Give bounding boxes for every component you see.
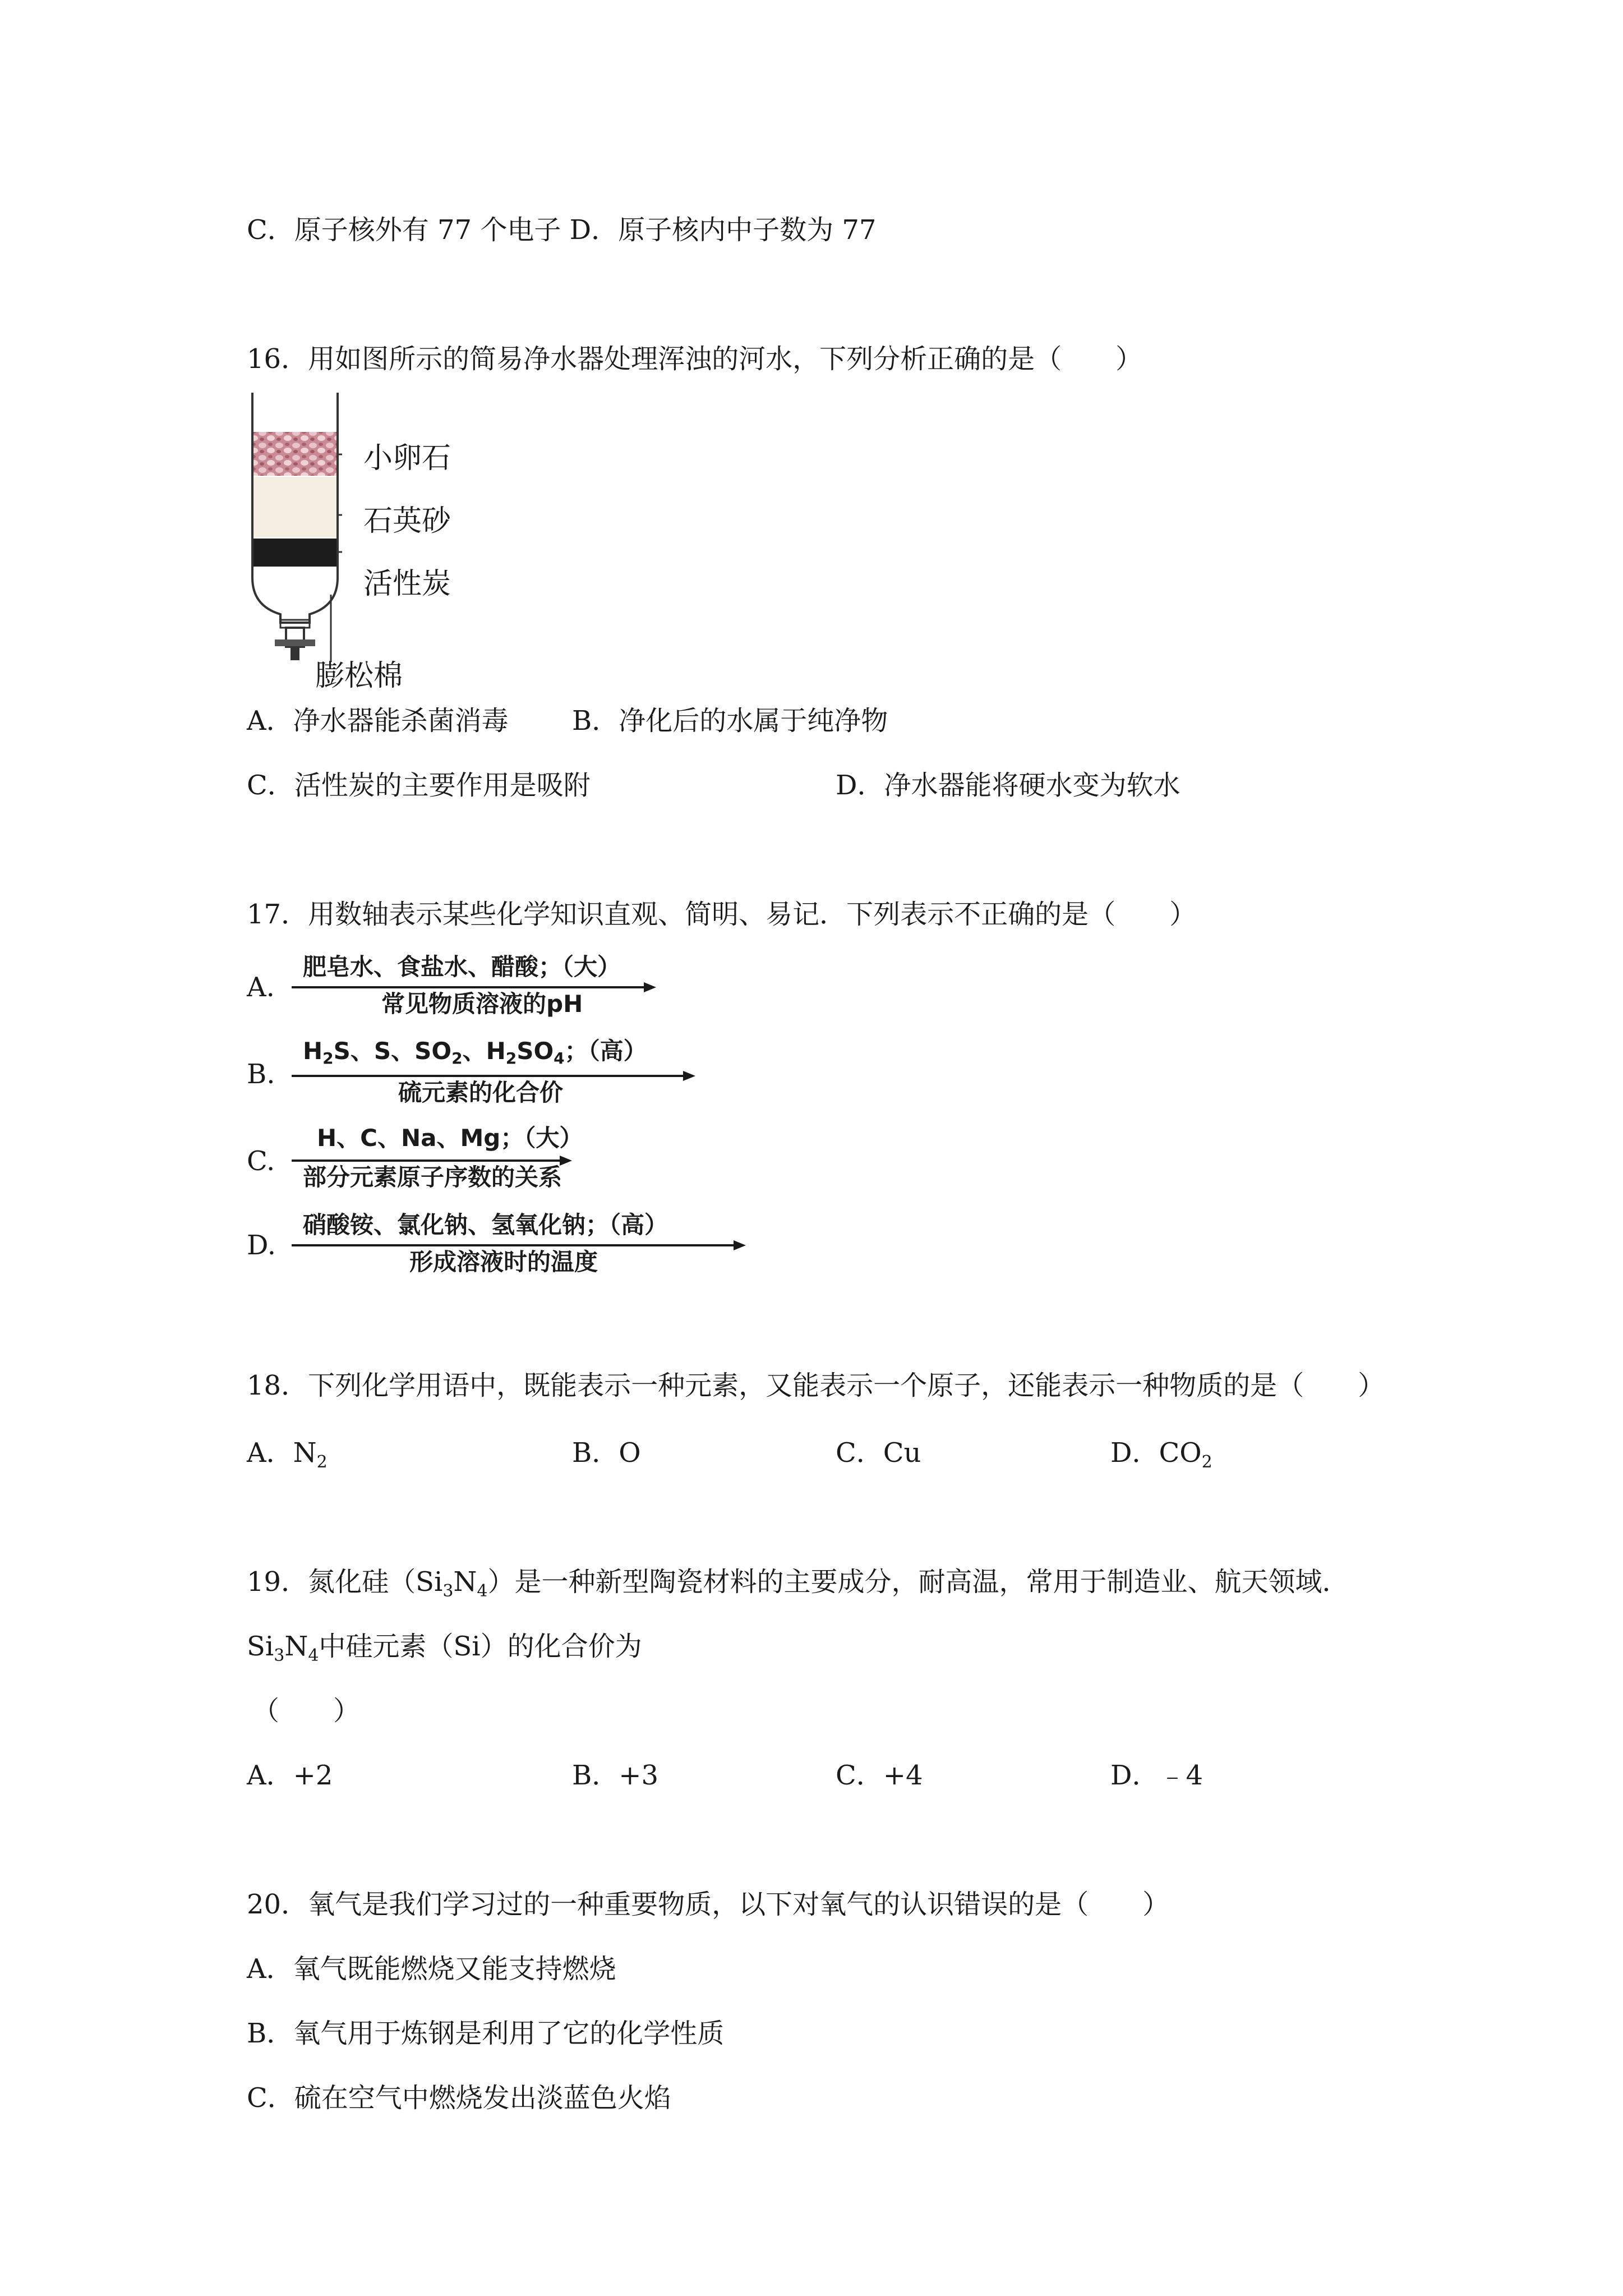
q19-option-b: B．+3 <box>572 1760 659 1791</box>
label-activated-carbon: 活性炭 <box>363 567 451 601</box>
q19-stem-line1: 19．氮化硅$(Si_3N_4)$是一种新型陶瓷材料的主要成分，耐高温，常用于制造业、航天领域． <box>247 1566 1349 1601</box>
number-line-b-bottom: 硫元素的化合价 <box>398 1079 564 1106</box>
q16-stem: 16．用如图所示的简易净水器处理浑浊的河水，下列分析正确的是（ ） <box>247 343 1143 375</box>
q20-stem: 20．氧气是我们学习过的一种重要物质，以下对氧气的认识错误的是（ ） <box>247 1889 1170 1920</box>
q19-answer-blank: （ ） <box>252 1695 361 1727</box>
q17-number-line-d <box>292 1212 751 1285</box>
q17-option-a-letter: A. <box>247 972 275 1003</box>
number-line-b-axis <box>292 1075 684 1077</box>
q18-stem: 18．下列化学用语中，既能表示一种元素，又能表示一个原子，还能表示一种物质的是（ ） <box>247 1370 1385 1401</box>
label-pebbles: 小卵石 <box>363 441 451 475</box>
number-line-a-axis <box>292 986 645 988</box>
number-line-c-axis <box>292 1159 561 1162</box>
q19-option-d: D．﹣4 <box>1110 1760 1204 1791</box>
q16-option-c: C．活性炭的主要作用是吸附 <box>247 770 591 801</box>
q18-option-d: D．$CO_2$ <box>1110 1437 1212 1472</box>
q17-number-line-b <box>292 1038 701 1111</box>
q17-option-d-letter: D. <box>247 1230 276 1261</box>
number-line-d-bottom: 形成溶液时的温度 <box>409 1248 598 1276</box>
q16-option-b: B．净化后的水属于纯净物 <box>572 705 888 737</box>
q17-option-b-letter: B. <box>247 1059 275 1090</box>
q19-option-a: A．+2 <box>247 1760 333 1791</box>
q20-option-b: B．氧气用于炼钢是利用了它的化学性质 <box>247 2018 725 2049</box>
number-line-d-axis <box>292 1244 735 1246</box>
number-line-c-top: H、C、Na、Mg；（大） <box>317 1124 583 1152</box>
label-quartz-sand: 石英砂 <box>363 504 451 538</box>
number-line-a-top: 肥皂水、食盐水、醋酸；（大） <box>303 953 621 981</box>
q17-number-line-c <box>292 1125 639 1198</box>
q18-option-b: B．O <box>572 1437 641 1469</box>
number-line-b-top: H2S、S、SO2、H2SO4；（高） <box>303 1037 647 1068</box>
water-filter-figure <box>241 393 499 696</box>
q16-option-d: D．净水器能将硬水变为软水 <box>836 770 1181 801</box>
q18-option-c: C．Cu <box>836 1437 921 1469</box>
arrow-right-icon <box>683 1071 695 1081</box>
label-cotton: 膨松棉 <box>315 659 403 693</box>
q17-option-c-letter: C. <box>247 1145 275 1177</box>
q18-option-a: A．$N_2$ <box>247 1437 328 1472</box>
q20-option-c: C．硫在空气中燃烧发出淡蓝色火焰 <box>247 2082 671 2114</box>
number-line-d-top: 硝酸铵、氯化钠、氢氧化钠；（高） <box>303 1211 668 1239</box>
q19-stem-line2: $Si_3N_4$中硅元素（Si）的化合价为 <box>247 1631 642 1665</box>
q20-option-a: A．氧气既能燃烧又能支持燃烧 <box>247 1953 616 1985</box>
arrow-right-icon <box>644 982 656 992</box>
number-line-a-bottom: 常见物质溶液的pH <box>381 990 583 1018</box>
q19-option-c: C．+4 <box>836 1760 923 1791</box>
q15-option-line: C．原子核外有 77 个电子 D．原子核内中子数为 77 <box>247 214 877 246</box>
water-filter-drawing <box>241 393 342 696</box>
q17-number-line-a <box>292 954 662 1027</box>
q17-stem: 17．用数轴表示某些化学知识直观、简明、易记．下列表示不正确的是（ ） <box>247 899 1197 930</box>
number-line-c-bottom: 部分元素原子序数的关系 <box>303 1163 562 1191</box>
arrow-right-icon <box>734 1240 746 1250</box>
q16-option-a: A．净水器能杀菌消毒 <box>247 705 509 737</box>
